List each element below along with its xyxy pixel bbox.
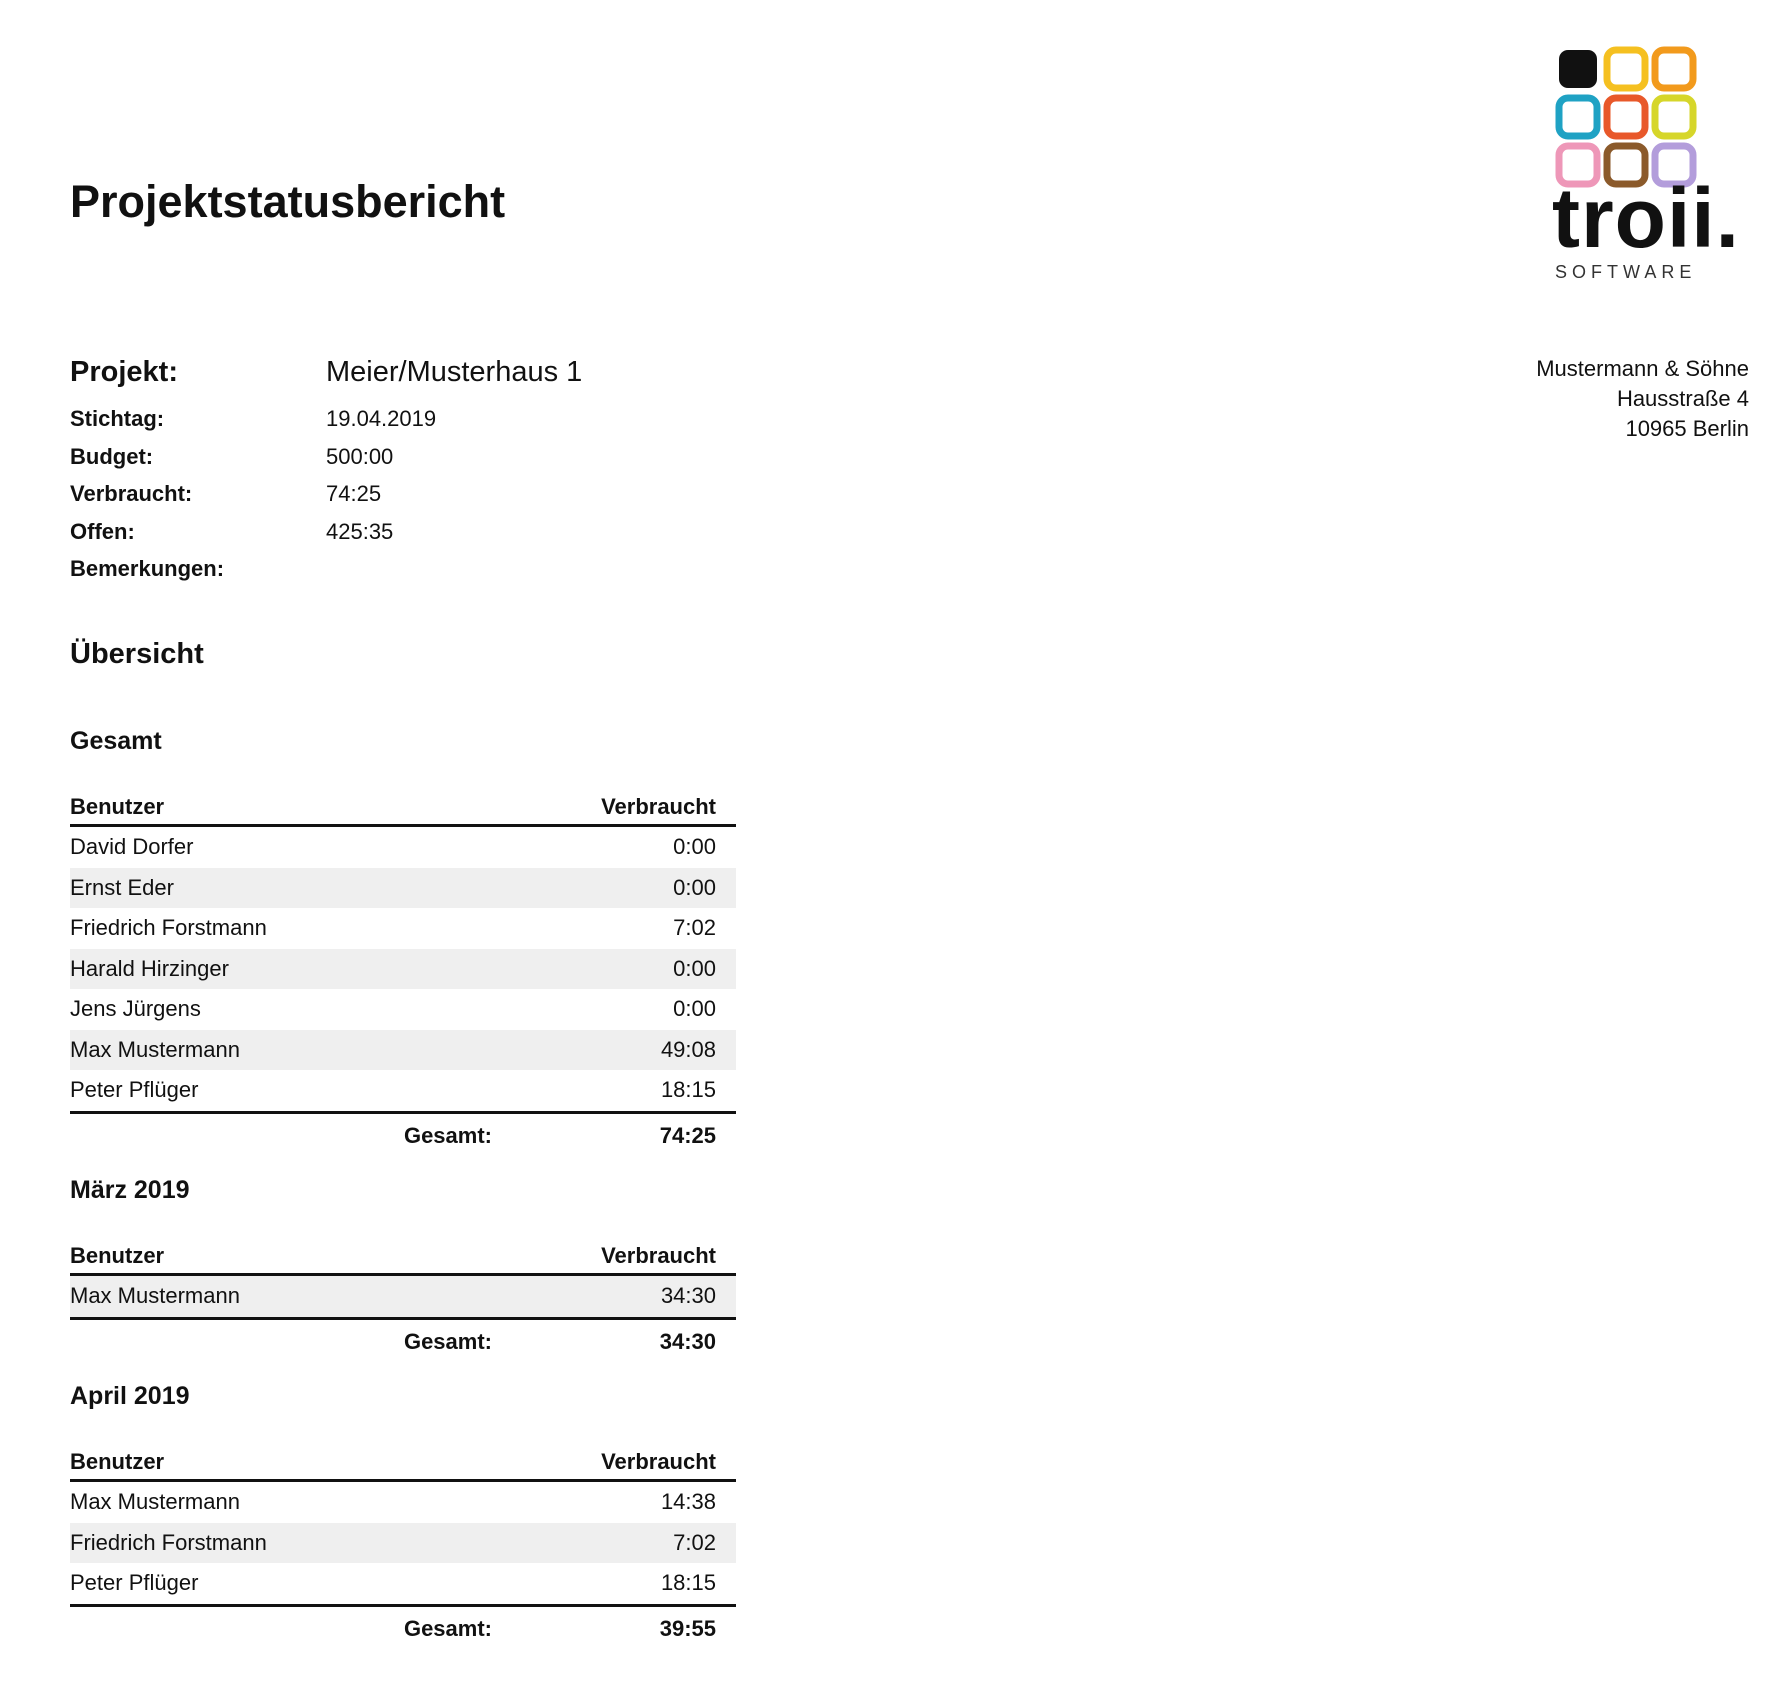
table-row <box>70 826 736 868</box>
budget-value: 500:00 <box>326 443 394 469</box>
bemerkungen-row <box>70 556 582 594</box>
used-cell: 7:02 <box>673 915 716 941</box>
total-value: 34:30 <box>659 1328 716 1354</box>
user-cell: Peter Pflüger <box>70 1070 465 1112</box>
project-value: Meier/Musterhaus 1 <box>326 356 583 388</box>
summary-group-april <box>70 1382 736 1651</box>
offen-label: Offen: <box>70 518 135 544</box>
project-row <box>70 356 582 406</box>
user-cell: Friedrich Forstmann <box>70 915 267 941</box>
used-cell: 49:08 <box>465 1030 736 1071</box>
user-cell: David Dorfer <box>70 834 194 860</box>
address-line: Mustermann & Söhne <box>1536 356 1749 381</box>
project-meta <box>70 356 582 594</box>
column-header-used: Verbraucht <box>465 1439 736 1481</box>
overview-title: Übersicht <box>70 638 204 670</box>
logo-tile <box>1607 98 1645 136</box>
group-title: März 2019 <box>70 1176 190 1204</box>
table-header-row <box>70 1233 736 1275</box>
verbraucht-label: Verbraucht: <box>70 481 193 506</box>
project-label: Projekt: <box>70 356 178 388</box>
usage-table <box>70 784 736 1114</box>
logo-tile <box>1655 50 1693 88</box>
used-cell: 0:00 <box>465 949 736 990</box>
table-row <box>70 908 736 949</box>
logo-tile <box>1559 50 1597 88</box>
table-row <box>70 1030 736 1071</box>
user-cell: Jens Jürgens <box>70 996 201 1022</box>
summary-group-march <box>70 1176 736 1364</box>
used-cell: 0:00 <box>465 868 736 909</box>
logo-tile <box>1559 98 1597 136</box>
column-header-user: Benutzer <box>70 1233 441 1275</box>
offen-value: 425:35 <box>326 518 394 544</box>
group-title: Gesamt <box>70 727 162 755</box>
table-row <box>70 1563 736 1605</box>
page-title: Projektstatusbericht <box>70 176 506 227</box>
stichtag-value: 19.04.2019 <box>326 406 437 431</box>
user-cell: Max Mustermann <box>70 1030 465 1071</box>
used-cell: 18:15 <box>465 1070 736 1112</box>
used-cell: 0:00 <box>673 996 716 1022</box>
offen-row <box>70 519 582 557</box>
total-row <box>70 1320 736 1364</box>
group-title: April 2019 <box>70 1382 190 1410</box>
address-line: 10965 Berlin <box>1625 416 1749 441</box>
total-label: Gesamt: <box>403 1122 492 1148</box>
address-line: Hausstraße 4 <box>1616 386 1749 411</box>
table-row <box>70 1523 736 1564</box>
table-header-row <box>70 1439 736 1481</box>
verbraucht-value: 74:25 <box>326 481 382 506</box>
stichtag-label: Stichtag: <box>70 406 165 431</box>
user-cell: Friedrich Forstmann <box>70 1523 465 1564</box>
used-cell: 0:00 <box>673 834 716 860</box>
usage-table <box>70 1439 736 1607</box>
total-label: Gesamt: <box>403 1615 492 1641</box>
user-cell: Peter Pflüger <box>70 1563 465 1605</box>
user-cell: Harald Hirzinger <box>70 949 465 990</box>
used-cell: 18:15 <box>465 1563 736 1605</box>
logo-subtext: SOFTWARE <box>1555 262 1697 282</box>
table-row <box>70 1481 736 1523</box>
budget-row <box>70 444 582 482</box>
used-cell: 34:30 <box>441 1275 736 1319</box>
total-label: Gesamt: <box>403 1328 492 1354</box>
total-value: 39:55 <box>659 1615 716 1641</box>
column-header-used: Verbraucht <box>465 784 736 826</box>
table-row <box>70 1275 736 1319</box>
recipient-address <box>1536 354 1749 444</box>
user-cell: Max Mustermann <box>70 1275 441 1319</box>
table-row <box>70 1070 736 1112</box>
table-row <box>70 949 736 990</box>
verbraucht-row <box>70 481 582 519</box>
user-cell: Ernst Eder <box>70 868 465 909</box>
total-value: 74:25 <box>659 1122 716 1148</box>
table-row <box>70 989 736 1030</box>
usage-table <box>70 1233 736 1320</box>
column-header-user: Benutzer <box>70 1439 465 1481</box>
bemerkungen-label: Bemerkungen: <box>70 556 225 581</box>
logo-tile <box>1655 98 1693 136</box>
summary-group-total <box>70 727 736 1158</box>
logo-wordmark: troii. <box>1552 171 1740 265</box>
logo-tile <box>1607 50 1645 88</box>
budget-label: Budget: <box>70 443 154 469</box>
column-header-used: Verbraucht <box>441 1233 736 1275</box>
table-row <box>70 868 736 909</box>
total-row <box>70 1114 736 1158</box>
table-header-row <box>70 784 736 826</box>
used-cell: 7:02 <box>465 1523 736 1564</box>
user-cell: Max Mustermann <box>70 1489 240 1515</box>
column-header-user: Benutzer <box>70 784 465 826</box>
used-cell: 14:38 <box>660 1489 716 1515</box>
total-row <box>70 1607 736 1651</box>
stichtag-row <box>70 406 582 444</box>
